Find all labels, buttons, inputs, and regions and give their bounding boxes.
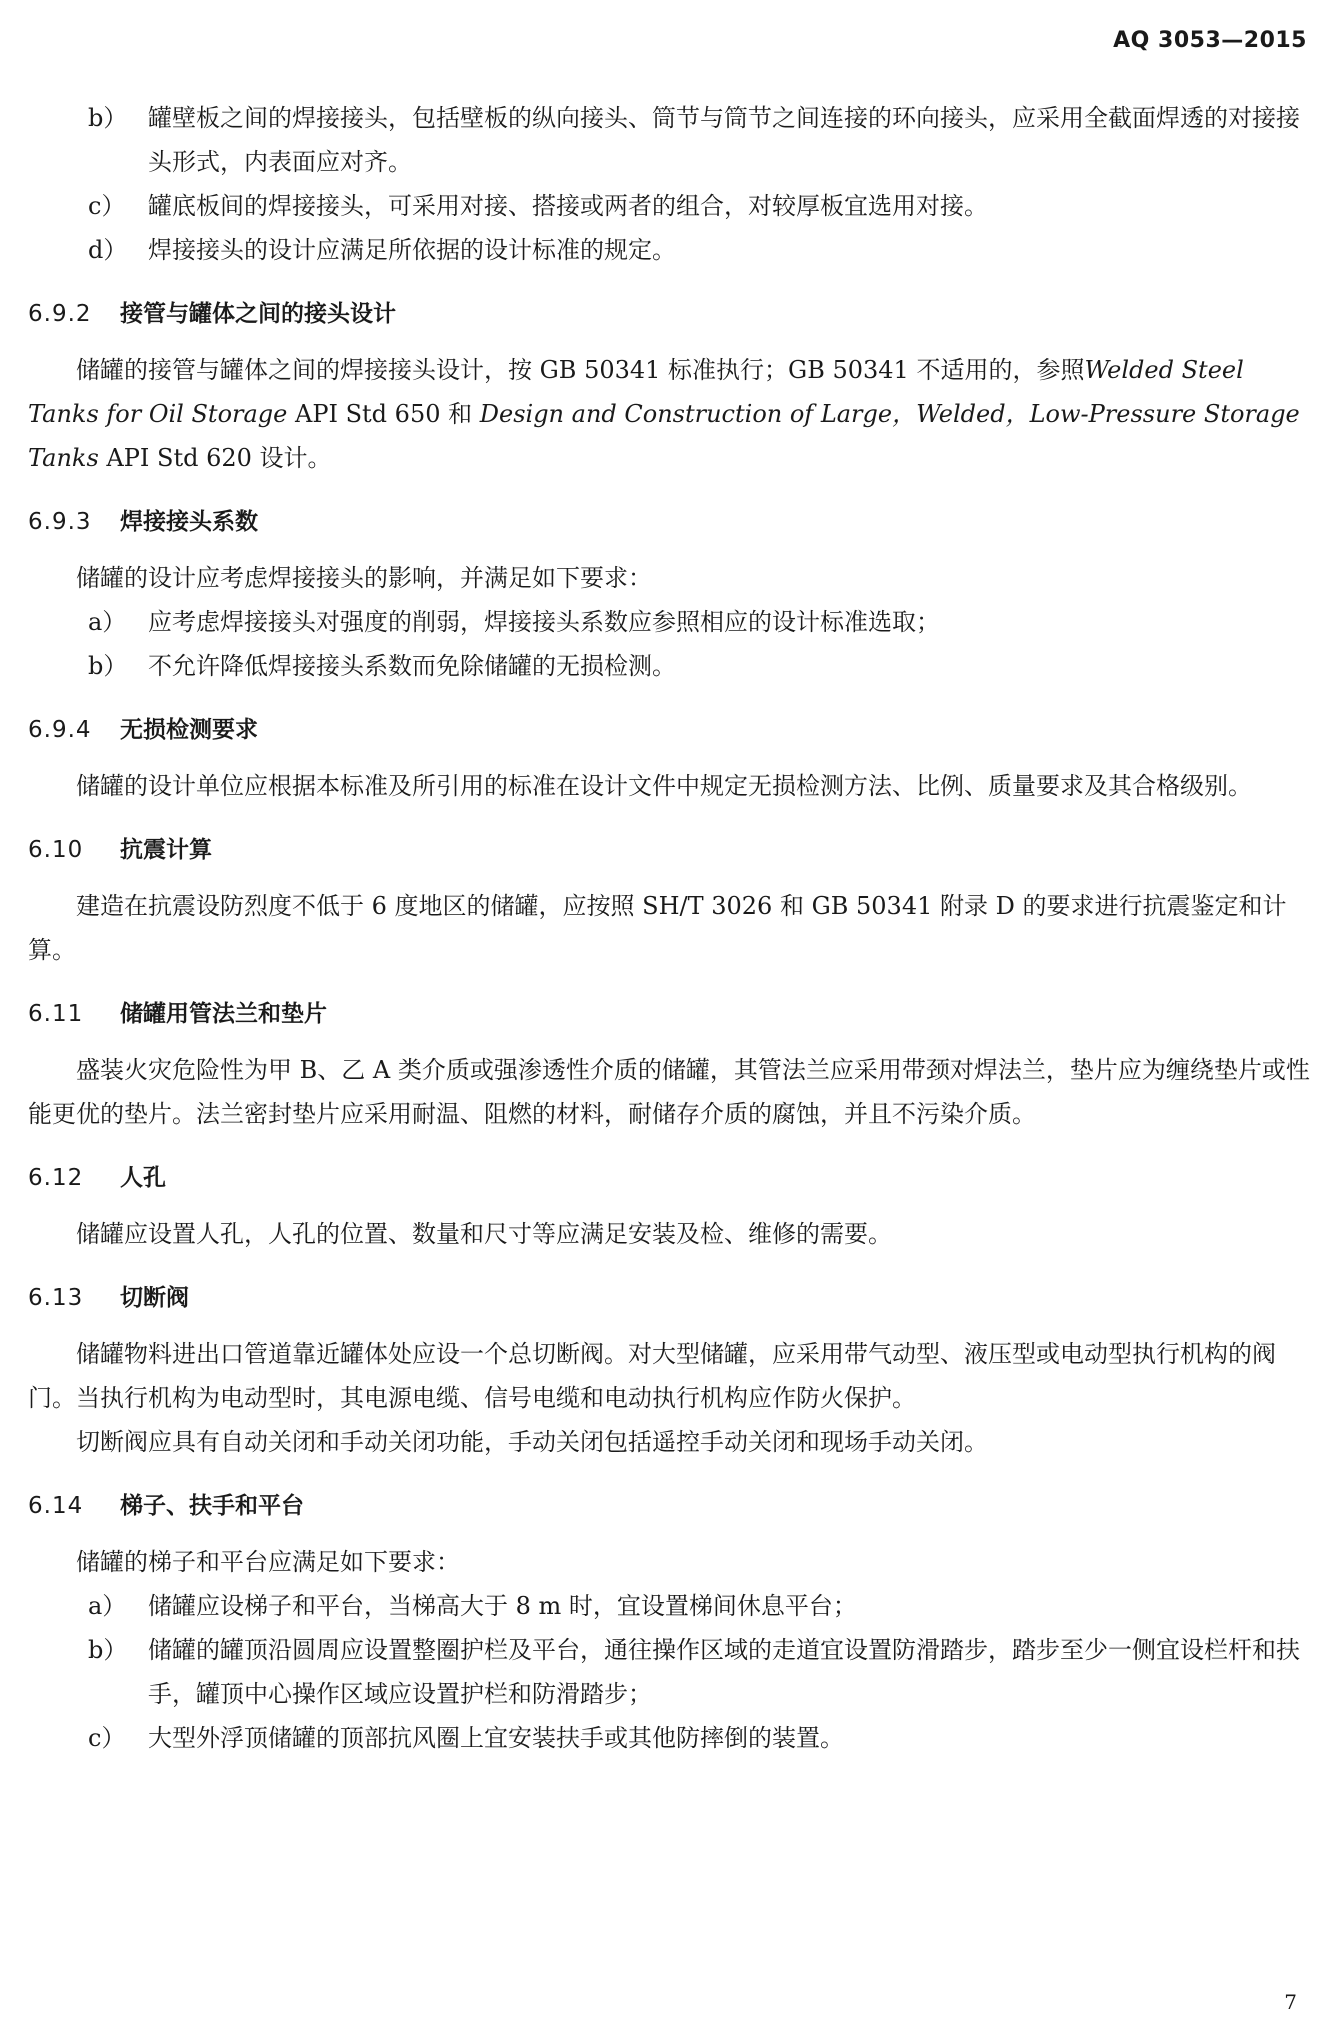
section-heading-6-9-2 xyxy=(28,294,1310,334)
paragraph: 切断阀应具有自动关闭和手动关闭功能，手动关闭包括遥控手动关闭和现场手动关闭。 xyxy=(76,1428,988,1456)
paragraph-text: 储罐的接管与罐体之间的焊接接头设计，按 GB 50341 标准执行；GB 50341 不适用的，参照 xyxy=(76,356,1085,384)
section-number: 6.11 xyxy=(28,1001,84,1027)
list-item xyxy=(28,1716,1310,1760)
paragraph: 盛装火灾危险性为甲 B、乙 A 类介质或强渗透性介质的储罐，其管法兰应采用带颈对焊法兰，垫片应为缠绕垫片或性能更优的垫片。法兰密封垫片应采用耐温、阻燃的材料，耐储存介质的腐蚀，并且不污染介质。 xyxy=(28,1056,1310,1128)
paragraph: 储罐的梯子和平台应满足如下要求： xyxy=(76,1548,460,1576)
page-number: 7 xyxy=(1284,1990,1297,2014)
list-item xyxy=(28,228,1310,272)
section-number: 6.9.2 xyxy=(28,301,92,327)
paragraph: 储罐的设计单位应根据本标准及所引用的标准在设计文件中规定无损检测方法、比例、质量要求及其合格级别。 xyxy=(76,772,1252,800)
list-text: 罐壁板之间的焊接接头，包括壁板的纵向接头、筒节与筒节之间连接的环向接头，应采用全截面焊透的对接接头形式，内表面应对齐。 xyxy=(148,104,1300,176)
list-marker: c） xyxy=(88,192,126,220)
standard-code: AQ 3053—2015 xyxy=(1113,28,1307,53)
section-title: 梯子、扶手和平台 xyxy=(120,1493,304,1519)
list-marker: b） xyxy=(88,652,128,680)
list-item xyxy=(28,184,1310,228)
section-heading-6-9-3 xyxy=(28,502,1310,542)
section-number: 6.9.3 xyxy=(28,509,92,535)
list-item xyxy=(28,644,1310,688)
section-title: 无损检测要求 xyxy=(120,717,258,743)
paragraph: 储罐物料进出口管道靠近罐体处应设一个总切断阀。对大型储罐，应采用带气动型、液压型或电动型执行机构的阀门。当执行机构为电动型时，其电源电缆、信号电缆和电动执行机构应作防火保护。 xyxy=(28,1340,1276,1412)
section-heading-6-11 xyxy=(28,994,1310,1034)
list-text: 大型外浮顶储罐的顶部抗风圈上宜安装扶手或其他防摔倒的装置。 xyxy=(148,1724,844,1752)
section-title: 储罐用管法兰和垫片 xyxy=(120,1001,327,1027)
paragraph: 建造在抗震设防烈度不低于 6 度地区的储罐，应按照 SH/T 3026 和 GB 50341 附录 D 的要求进行抗震鉴定和计算。 xyxy=(28,892,1287,964)
section-title: 人孔 xyxy=(120,1165,166,1191)
section-title: 抗震计算 xyxy=(120,837,212,863)
section-title: 接管与罐体之间的接头设计 xyxy=(120,301,396,327)
list-marker: a） xyxy=(88,608,127,636)
section-heading-6-12 xyxy=(28,1158,1310,1198)
list-marker: c） xyxy=(88,1724,126,1752)
list-text: 罐底板间的焊接接头，可采用对接、搭接或两者的组合，对较厚板宜选用对接。 xyxy=(148,192,988,220)
paragraph xyxy=(28,348,1310,480)
paragraph: 储罐应设置人孔，人孔的位置、数量和尺寸等应满足安装及检、维修的需要。 xyxy=(76,1220,892,1248)
section-heading-6-14 xyxy=(28,1486,1310,1526)
section-heading-6-9-4 xyxy=(28,710,1310,750)
paragraph-text: API Std 620 设计。 xyxy=(98,444,332,472)
list-item xyxy=(28,96,1310,184)
list-marker: b） xyxy=(88,104,128,132)
document-body xyxy=(28,96,1310,1760)
section-heading-6-10 xyxy=(28,830,1310,870)
paragraph: 储罐的设计应考虑焊接接头的影响，并满足如下要求： xyxy=(76,564,652,592)
list-text: 储罐应设梯子和平台，当梯高大于 8 m 时，宜设置梯间休息平台； xyxy=(148,1592,857,1620)
list-marker: a） xyxy=(88,1592,127,1620)
list-item xyxy=(28,600,1310,644)
section-title: 切断阀 xyxy=(120,1285,189,1311)
reference-title: Design and Construction of Large，Welded，Low-Pressure Storage Tanks xyxy=(28,400,1300,472)
list-text: 应考虑焊接接头对强度的削弱，焊接接头系数应参照相应的设计标准选取； xyxy=(148,608,940,636)
section-number: 6.12 xyxy=(28,1165,84,1191)
list-item xyxy=(28,1628,1310,1716)
list-text: 储罐的罐顶沿圆周应设置整圈护栏及平台，通往操作区域的走道宜设置防滑踏步，踏步至少一侧宜设栏杆和扶手，罐顶中心操作区域应设置护栏和防滑踏步； xyxy=(148,1636,1300,1708)
paragraph-text: API Std 650 和 xyxy=(287,400,480,428)
list-text: 焊接接头的设计应满足所依据的设计标准的规定。 xyxy=(148,236,676,264)
section-title: 焊接接头系数 xyxy=(120,509,258,535)
section-heading-6-13 xyxy=(28,1278,1310,1318)
section-number: 6.13 xyxy=(28,1285,84,1311)
section-number: 6.10 xyxy=(28,837,84,863)
list-text: 不允许降低焊接接头系数而免除储罐的无损检测。 xyxy=(148,652,676,680)
list-item xyxy=(28,1584,1310,1628)
list-marker: d） xyxy=(88,236,128,264)
section-number: 6.14 xyxy=(28,1493,84,1519)
list-marker: b） xyxy=(88,1636,128,1664)
reference-title: Welded Steel Tanks for Oil Storage xyxy=(28,356,1244,428)
section-number: 6.9.4 xyxy=(28,717,92,743)
